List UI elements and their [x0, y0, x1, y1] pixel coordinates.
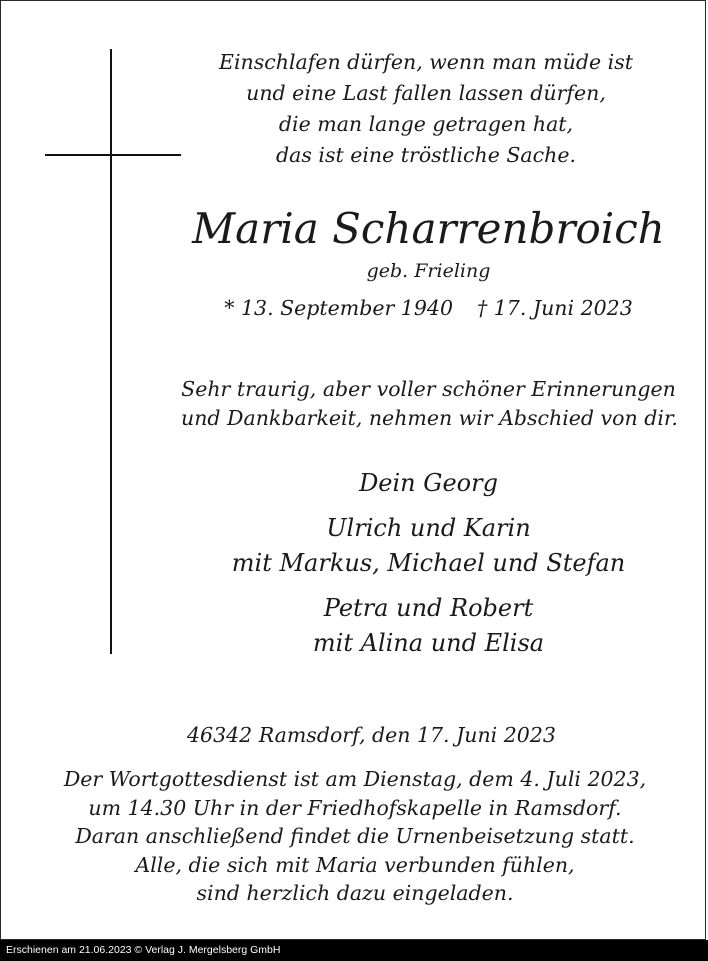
poem [201, 47, 651, 171]
notice-line: sind herzlich dazu eingeladen. [196, 881, 514, 905]
birth-date: * 13. September 1940 [224, 296, 453, 320]
mourning-text [181, 375, 676, 433]
service-notice [41, 765, 669, 908]
family-line: mit Markus, Michael und Stefan [231, 549, 626, 577]
family-line: Dein Georg [359, 469, 498, 497]
poem-line: und eine Last fallen lassen dürfen, [246, 81, 606, 105]
notice-line: Daran anschließend findet die Urnenbeisetzung statt. [75, 824, 635, 848]
family-line: Ulrich und Karin [326, 514, 531, 542]
cross-vertical-bar [110, 49, 112, 654]
family-line: mit Alina und Elisa [312, 629, 545, 657]
poem-line: die man lange getragen hat, [278, 112, 574, 136]
death-date: † 17. Juni 2023 [476, 296, 633, 320]
family-line: Petra und Robert [323, 594, 534, 622]
notice-line: um 14.30 Uhr in der Friedhofskapelle in Ramsdorf. [88, 795, 622, 820]
notice-line: Der Wortgottesdienst ist am Dienstag, dem 4. Juli 2023, [63, 767, 647, 791]
place-date: 46342 Ramsdorf, den 17. Juni 2023 [187, 723, 556, 747]
life-dates [201, 293, 656, 323]
poem-line: das ist eine tröstliche Sache. [276, 143, 576, 167]
mourning-line: Sehr traurig, aber voller schöner Erinnerungen [181, 377, 676, 401]
notice-line: Alle, die sich mit Maria verbunden fühlen, [135, 852, 575, 877]
publication-footer: Erschienen am 21.06.2023 © Verlag J. Mergelsberg GmbH [0, 940, 708, 961]
mourning-line: und Dankbarkeit, nehmen wir Abschied von dir. [181, 406, 678, 430]
maiden-name: geb. Frieling [366, 260, 491, 282]
cross-horizontal-bar [45, 154, 181, 156]
deceased-name: Maria Scharrenbroich [192, 204, 665, 253]
poem-line: Einschlafen dürfen, wenn man müde ist [219, 50, 633, 74]
